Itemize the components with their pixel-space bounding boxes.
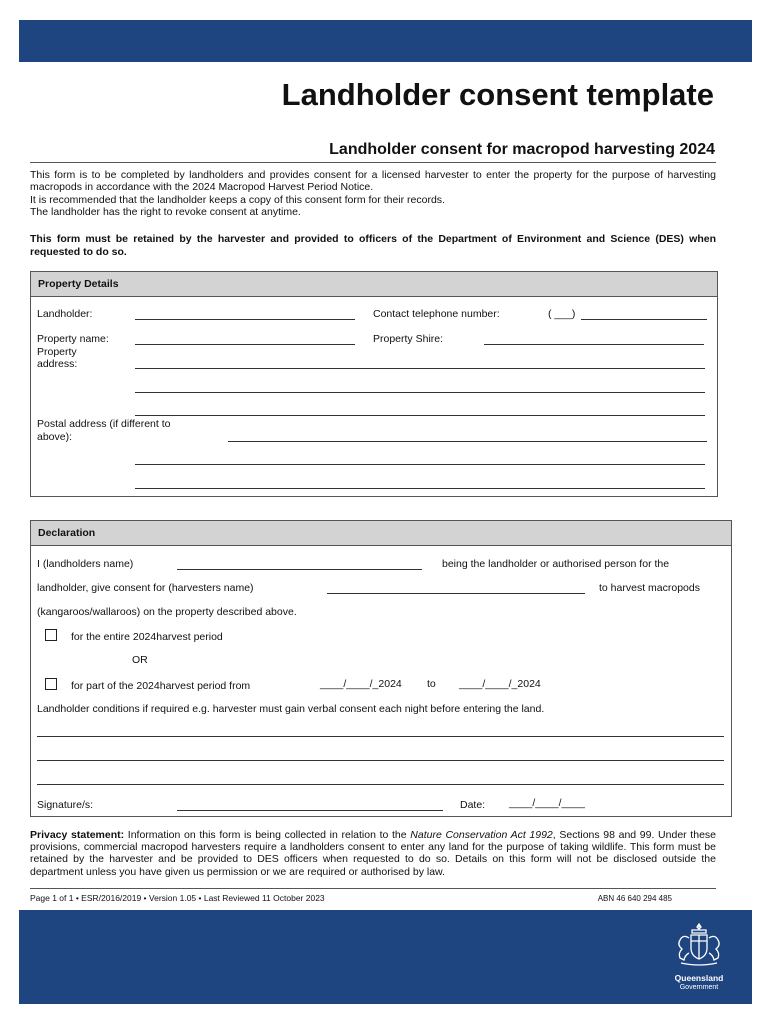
subtitle-rule bbox=[30, 162, 716, 163]
postal-address-label-1: Postal address (if different to bbox=[37, 418, 171, 430]
entire-period-checkbox[interactable] bbox=[45, 629, 57, 641]
to-harvest-text: to harvest macropods bbox=[599, 582, 700, 594]
privacy-act-name: Nature Conservation Act 1992 bbox=[410, 829, 553, 841]
kangaroos-text: (kangaroos/wallaroos) on the property described above. bbox=[37, 606, 297, 618]
property-address-line-2[interactable] bbox=[135, 392, 705, 393]
conditions-line-3[interactable] bbox=[37, 784, 724, 785]
property-address-line-1[interactable] bbox=[135, 368, 705, 369]
privacy-text-a: Information on this form is being collected in relation to the bbox=[127, 829, 407, 841]
declaration-heading: Declaration bbox=[31, 521, 731, 546]
property-name-label: Property name: bbox=[37, 333, 109, 345]
top-banner bbox=[19, 20, 752, 62]
shire-label: Property Shire: bbox=[373, 333, 444, 345]
or-text: OR bbox=[132, 654, 148, 666]
shire-field[interactable] bbox=[484, 344, 704, 345]
being-landholder-text: being the landholder or authorised person for the bbox=[442, 558, 670, 570]
phone-area-code: ( ___) bbox=[548, 308, 576, 320]
landholder-label: Landholder: bbox=[37, 308, 93, 320]
date-to-field[interactable]: ____/____/_2024 bbox=[459, 678, 541, 690]
property-address-label-2: address: bbox=[37, 358, 78, 370]
postal-address-line-1[interactable] bbox=[228, 441, 707, 442]
property-details-heading: Property Details bbox=[31, 272, 717, 297]
property-address-label-1: Property bbox=[37, 346, 77, 358]
declaration-section bbox=[30, 520, 732, 817]
bottom-banner bbox=[19, 910, 752, 1004]
to-text: to bbox=[427, 678, 436, 690]
page-subtitle: Landholder consent for macropod harvesting 2024 bbox=[329, 141, 715, 158]
date-from-field[interactable]: ____/____/_2024 bbox=[320, 678, 402, 690]
footer-text: Page 1 of 1 • ESR/2016/2019 • Version 1.05 • Last Reviewed 11 October 2023 bbox=[30, 893, 325, 903]
intro-paragraph-3: The landholder has the right to revoke consent at anytime. bbox=[30, 205, 301, 218]
property-address-line-3[interactable] bbox=[135, 415, 705, 416]
logo-text-government: Government bbox=[679, 984, 719, 991]
part-period-label: for part of the 2024harvest period from bbox=[71, 680, 251, 692]
intro-text bbox=[30, 169, 716, 218]
entire-period-label: for the entire 2024harvest period bbox=[71, 631, 223, 643]
landholder-name-field[interactable] bbox=[177, 569, 422, 570]
conditions-label: Landholder conditions if required e.g. harvester must gain verbal consent each night before entering the land. bbox=[37, 703, 545, 715]
landholder-field[interactable] bbox=[135, 319, 355, 320]
privacy-text-b: , Sections 98 and 99. Under these provisions, commercial macropod harvesters require a landholders consent to enter any land for the purpose of taking wildlife. This form must be retained by the harvester and be provided to DES officers when requested to do so. Details on this form will not be disclosed outside the department unless you have given us permission or we are required or authorised by law. bbox=[30, 829, 716, 878]
property-details-section bbox=[30, 271, 718, 497]
signature-label: Signature/s: bbox=[37, 799, 94, 811]
privacy-label: Privacy statement: bbox=[30, 829, 125, 841]
privacy-statement bbox=[30, 829, 716, 878]
date-label: Date: bbox=[460, 799, 486, 811]
part-period-checkbox[interactable] bbox=[45, 678, 57, 690]
abn-number: ABN 46 640 294 485 bbox=[597, 894, 672, 903]
date-field[interactable]: ____/____/____ bbox=[509, 797, 585, 809]
conditions-line-1[interactable] bbox=[37, 736, 724, 737]
property-name-field[interactable] bbox=[135, 344, 355, 345]
postal-address-line-3[interactable] bbox=[135, 488, 705, 489]
conditions-line-2[interactable] bbox=[37, 760, 724, 761]
coat-of-arms-icon bbox=[672, 921, 726, 971]
give-consent-label: landholder, give consent for (harvesters name) bbox=[37, 582, 254, 594]
postal-address-line-2[interactable] bbox=[135, 464, 705, 465]
phone-field[interactable] bbox=[581, 319, 707, 320]
logo-text-queensland: Queensland bbox=[674, 973, 724, 983]
queensland-government-logo bbox=[672, 921, 726, 993]
harvester-name-field[interactable] bbox=[327, 593, 585, 594]
retain-notice: This form must be retained by the harvester and provided to officers of the Department of Environment and Science (DES) when requested to do so. bbox=[30, 233, 716, 258]
page-title: Landholder consent template bbox=[281, 77, 714, 112]
signature-field[interactable] bbox=[177, 810, 443, 811]
intro-paragraph-2: It is recommended that the landholder keeps a copy of this consent form for their records. bbox=[30, 193, 445, 206]
phone-label: Contact telephone number: bbox=[373, 308, 500, 320]
footer-rule bbox=[30, 888, 716, 889]
postal-address-label-2: above): bbox=[37, 431, 73, 443]
intro-paragraph-1: This form is to be completed by landholders and provides consent for a licensed harvester to enter the property for the purpose of harvesting macropods in accordance with the 2024 Macropod Harvest Period Notice. bbox=[30, 169, 716, 194]
landholder-name-label: I (landholders name) bbox=[37, 558, 134, 570]
